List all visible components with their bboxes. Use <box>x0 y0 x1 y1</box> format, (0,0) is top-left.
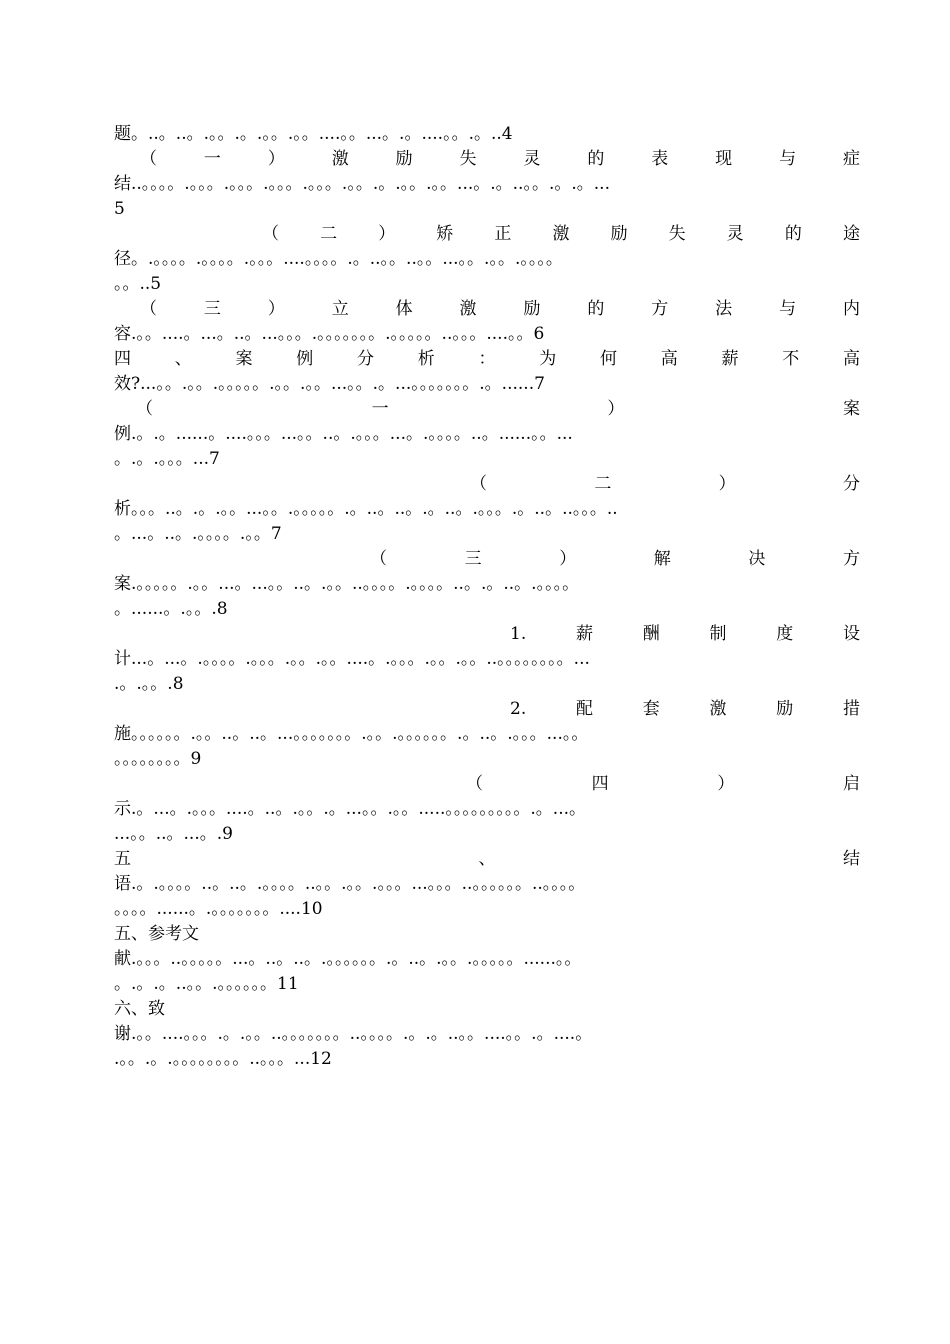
toc-char: ） <box>267 299 285 319</box>
toc-char: 高 <box>660 349 678 369</box>
toc-text: 。。..5 <box>114 274 162 294</box>
toc-char: （ <box>140 149 157 169</box>
toc-char: ） <box>717 774 735 794</box>
toc-char: 灵 <box>726 224 744 244</box>
page-number: 5 <box>114 199 125 219</box>
toc-text: 案.。。。。。.。。...。...。。..。.。。..。。。。.。。。。..。.。..。.。。。。 <box>114 574 580 594</box>
toc-char: 激 <box>709 699 727 719</box>
toc-char: 灵 <box>523 149 541 169</box>
toc-text: 容.。。....。...。..。...。。。.。。。。。。。.。。。。。..。。。....。。6 <box>114 324 545 344</box>
toc-entry-justified <box>114 297 860 322</box>
toc-line <box>114 497 860 522</box>
toc-char: 四 <box>114 349 131 369</box>
toc-line <box>114 1022 860 1047</box>
toc-text: 效?...。。.。。.。。。。。.。。.。。...。。.。...。。。。。。。.。......7 <box>114 374 545 394</box>
toc-line <box>114 647 860 672</box>
toc-char: 励 <box>523 299 541 319</box>
toc-entry-justified <box>114 222 860 247</box>
toc-text: 五、参考文 <box>114 924 199 944</box>
toc-entry-justified <box>114 347 860 372</box>
toc-char: 体 <box>395 299 413 319</box>
toc-char: 酬 <box>642 624 660 644</box>
toc-char: 方 <box>651 299 669 319</box>
toc-entry-justified <box>114 147 860 172</box>
toc-char: 的 <box>587 149 605 169</box>
toc-line <box>114 972 860 997</box>
toc-line <box>114 272 860 297</box>
toc-char: 法 <box>715 299 733 319</box>
toc-text: 献.。。。..。。。。。...。..。..。.。。。。。。.。..。.。。.。。。。。......。。 <box>114 949 582 969</box>
toc-text: 。.。.。..。。.。。。。。。11 <box>114 974 299 994</box>
toc-char: 例 <box>296 349 314 369</box>
toc-char: 决 <box>748 549 766 569</box>
toc-char: ） <box>378 224 396 244</box>
toc-char: 案 <box>842 399 860 419</box>
toc-char: （ <box>466 774 483 794</box>
toc-char: 症 <box>842 149 860 169</box>
toc-char: 励 <box>776 699 794 719</box>
toc-char: 矫 <box>436 224 454 244</box>
toc-text: 结..。。。。.。。。.。。。.。。。.。。。.。。.。.。。.。。...。.。..。。.。.。... <box>114 174 610 194</box>
toc-char: 一 <box>203 149 221 169</box>
toc-char: 一 <box>371 399 389 419</box>
toc-char: ） <box>607 399 625 419</box>
toc-text: 。.。.。。。...7 <box>114 449 220 469</box>
toc-char: 制 <box>709 624 727 644</box>
toc-line <box>114 247 860 272</box>
toc-text: 。......。.。。.8 <box>114 599 228 619</box>
toc-char: 立 <box>331 299 349 319</box>
toc-char: 分 <box>357 349 374 369</box>
toc-text: 例.。.。......。....。。。...。。..。.。。。...。.。。。。..。......。。... <box>114 424 573 444</box>
toc-text: 语.。.。。。。..。..。.。。。。..。。.。。.。。。...。。。..。。。。。。..。。。。 <box>114 874 586 894</box>
toc-text: 题。..。..。.。。.。.。。.。。....。。...。.。....。。.。..4 <box>114 124 513 144</box>
toc-line <box>114 947 860 972</box>
toc-line <box>114 747 860 772</box>
toc-char: 与 <box>779 149 797 169</box>
toc-char: ） <box>267 149 285 169</box>
toc-text: 示.。...。.。。。....。..。.。。.。...。。.。。.....。。。。。。。。。.。...。 <box>114 799 586 819</box>
toc-text: .。.。。.8 <box>114 674 184 694</box>
toc-line <box>114 897 860 922</box>
toc-line <box>114 797 860 822</box>
toc-char: 结 <box>843 849 860 869</box>
toc-line <box>114 597 860 622</box>
toc-char: 薪 <box>721 349 739 369</box>
toc-text: 施。。。。。。.。。..。..。...。。。。。。。.。。.。。。。。。.。..。.。。。...。。 <box>114 724 589 744</box>
toc-char: ） <box>718 474 736 494</box>
toc-char: 激 <box>459 299 477 319</box>
toc-text: 谢.。。....。。。.。.。。..。。。。。。。..。。。。.。.。..。。....。。.。....。 <box>114 1024 593 1044</box>
toc-char: 现 <box>715 149 733 169</box>
toc-line <box>114 872 860 897</box>
toc-text: .。。.。.。。。。。。。。..。。。...12 <box>114 1049 332 1069</box>
toc-char: 、 <box>174 349 192 369</box>
toc-text: 径。.。。。。.。。。。.。。。....。。。。.。..。。..。。...。。.。。.。。。。 <box>114 249 563 269</box>
toc-char: 措 <box>842 699 860 719</box>
toc-line <box>114 172 860 197</box>
toc-line <box>114 1047 860 1072</box>
toc-line <box>114 822 860 847</box>
toc-line <box>114 572 860 597</box>
toc-char: 1. <box>510 624 527 644</box>
toc-char: 解 <box>653 549 671 569</box>
toc-char: （ <box>136 399 153 419</box>
toc-char: 途 <box>842 224 860 244</box>
toc-line <box>114 197 860 222</box>
toc-char: 激 <box>331 149 349 169</box>
toc-char: 何 <box>600 349 617 369</box>
toc-entry-justified <box>114 547 860 572</box>
toc-char: 激 <box>552 224 570 244</box>
toc-char: 启 <box>842 774 860 794</box>
toc-text: 。。。。。。。。9 <box>114 749 202 769</box>
toc-entry-justified <box>114 847 860 872</box>
toc-text: ...。。..。...。.9 <box>114 824 233 844</box>
toc-char: ） <box>559 549 577 569</box>
toc-entry-justified <box>114 472 860 497</box>
toc-text: 计...。...。.。。。。.。。。.。。.。。....。.。。。.。。.。。..。。。。。。。。... <box>114 649 590 669</box>
toc-line <box>114 422 860 447</box>
toc-char: 三 <box>464 549 482 569</box>
toc-char: 内 <box>842 299 860 319</box>
toc-char: 四 <box>591 774 609 794</box>
toc-text: 。...。..。.。。。。.。。7 <box>114 524 282 544</box>
toc-char: 薪 <box>575 624 593 644</box>
toc-char: 案 <box>235 349 253 369</box>
toc-text: 析。。。..。.。.。。...。。.。。。。。.。..。..。.。..。.。。。.。..。..。。。.. <box>114 499 618 519</box>
toc-char: 2. <box>510 699 527 719</box>
table-of-contents <box>114 122 860 1072</box>
toc-line <box>114 522 860 547</box>
toc-char: 度 <box>776 624 794 644</box>
toc-line <box>114 997 860 1022</box>
toc-char: 的 <box>784 224 802 244</box>
toc-text: 六、致 <box>114 999 165 1019</box>
toc-line <box>114 372 860 397</box>
toc-char: ： <box>478 349 496 369</box>
toc-entry-justified <box>114 397 860 422</box>
toc-char: 三 <box>203 299 221 319</box>
toc-char: （ <box>370 549 387 569</box>
toc-line <box>114 122 860 147</box>
toc-char: 、 <box>478 849 496 869</box>
toc-char: 方 <box>842 549 860 569</box>
toc-char: 与 <box>779 299 797 319</box>
toc-char: 高 <box>843 349 860 369</box>
toc-char: 不 <box>782 349 800 369</box>
toc-char: 二 <box>594 474 612 494</box>
toc-char: 表 <box>651 149 669 169</box>
toc-entry-justified <box>114 772 860 797</box>
toc-line <box>114 672 860 697</box>
toc-char: 套 <box>642 699 660 719</box>
toc-char: 励 <box>610 224 628 244</box>
toc-char: （ <box>140 299 157 319</box>
toc-line <box>114 922 860 947</box>
toc-line <box>114 722 860 747</box>
toc-entry-justified <box>114 622 860 647</box>
toc-char: 五 <box>114 849 131 869</box>
toc-char: 正 <box>494 224 512 244</box>
toc-char: 失 <box>668 224 686 244</box>
toc-char: 设 <box>842 624 860 644</box>
toc-char: 失 <box>459 149 477 169</box>
toc-char: 的 <box>587 299 605 319</box>
toc-entry-justified <box>114 697 860 722</box>
toc-char: （ <box>262 224 279 244</box>
toc-text: 。。。。......。.。。。。。。。....10 <box>114 899 323 919</box>
toc-char: 励 <box>395 149 413 169</box>
toc-line <box>114 447 860 472</box>
toc-char: 为 <box>539 349 557 369</box>
toc-char: （ <box>470 474 487 494</box>
toc-char: 二 <box>320 224 338 244</box>
toc-char: 析 <box>417 349 435 369</box>
toc-char: 分 <box>842 474 860 494</box>
toc-char: 配 <box>575 699 593 719</box>
toc-line <box>114 322 860 347</box>
